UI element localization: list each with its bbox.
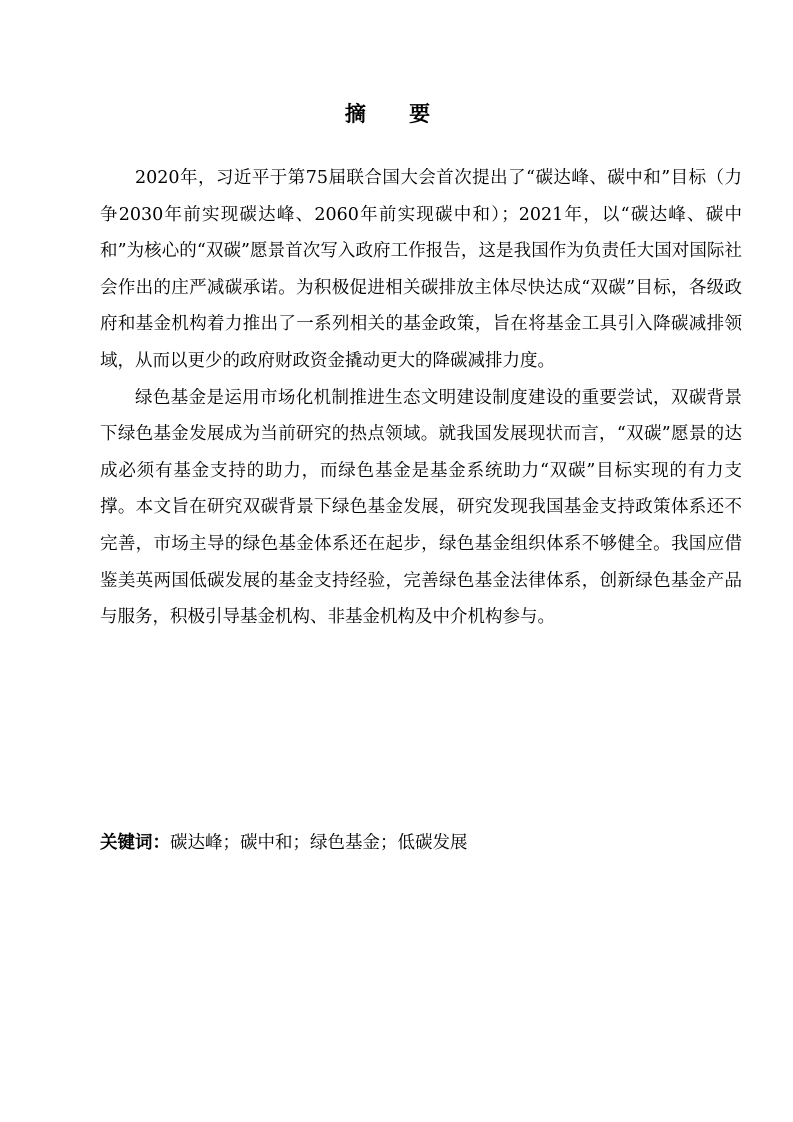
keywords-line xyxy=(100,828,742,858)
keywords-text: 碳达峰；碳中和；绿色基金；低碳发展 xyxy=(170,833,468,853)
keywords-label: 关键词： xyxy=(100,833,170,853)
abstract-paragraph-1: 2020年，习近平于第75届联合国大会首次提出了“碳达峰、碳中和”目标（力争2030年前实现碳达峰、2060年前实现碳中和）；2021年，以“碳达峰、碳中和”为核心的“双碳”愿景首次写入政府工作报告，这是我国作为负责任大国对国际社会作出的庄严减碳承诺。为积极促进相关碳排放主体尽快达成“双碳”目标，各级政府和基金机构着力推出了一系列相关的基金政策，旨在将基金工具引入降碳减排领域，从而以更少的政府财政资金撬动更大的降碳减排力度。 xyxy=(100,168,742,371)
abstract-body xyxy=(100,160,742,636)
abstract-paragraph-2: 绿色基金是运用市场化机制推进生态文明建设制度建设的重要尝试，双碳背景下绿色基金发展成为当前研究的热点领域。就我国发展现状而言，“双碳”愿景的达成必须有基金支持的助力，而绿色基金是基金系统助力“双碳”目标实现的有力支撑。本文旨在研究双碳背景下绿色基金发展，研究发现我国基金支持政策体系还不完善，市场主导的绿色基金体系还在起步，绿色基金组织体系不够健全。我国应借鉴美英两国低碳发展的基金支持经验，完善绿色基金法律体系，创新绿色基金产品与服务，积极引导基金机构、非基金机构及中介机构参与。 xyxy=(100,387,742,628)
abstract-title: 摘 要 xyxy=(344,101,449,126)
